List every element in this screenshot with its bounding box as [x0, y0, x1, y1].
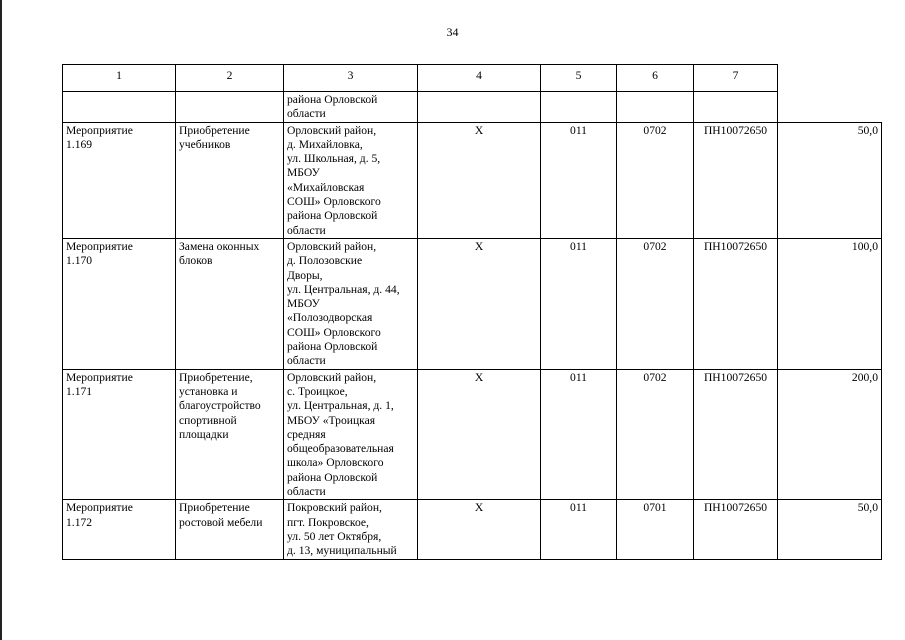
cell-address: района Орловской области	[284, 92, 418, 123]
cell-col4: 011	[541, 238, 617, 369]
header-col-2: 2	[176, 65, 284, 92]
continuation-row	[63, 92, 882, 123]
cell-col4	[541, 92, 617, 123]
cell-address: Орловский район, д. Полозовские Дворы, ул. Центральная, д. 44, МБОУ «Полозодворская СОШ» Орловского района Орловской области	[284, 238, 418, 369]
cell-col5: 0701	[617, 500, 694, 559]
cell-col3	[418, 92, 541, 123]
cell-event: Мероприятие 1.170	[63, 238, 176, 369]
cell-description: Приобретение учебников	[176, 122, 284, 238]
cell-col6: ПН10072650	[694, 500, 778, 559]
header-col-5: 5	[541, 65, 617, 92]
cell-col5	[617, 92, 694, 123]
cell-address: Орловский район, с. Троицкое, ул. Центральная, д. 1, МБОУ «Троицкая средняя общеобразовательная школа» Орловского района Орловской области	[284, 369, 418, 500]
cell-address: Покровский район, пгт. Покровское, ул. 50 лет Октября, д. 13, муниципальный	[284, 500, 418, 559]
header-col-6: 6	[617, 65, 694, 92]
cell-col4: 011	[541, 369, 617, 500]
cell-col5: 0702	[617, 238, 694, 369]
header-col-1: 1	[63, 65, 176, 92]
page-edge-rule	[0, 0, 2, 640]
cell-col3: Х	[418, 122, 541, 238]
cell-col3: Х	[418, 500, 541, 559]
cell-col6: ПН10072650	[694, 238, 778, 369]
cell-col5: 0702	[617, 369, 694, 500]
header-row	[63, 65, 882, 92]
page-number: 34	[446, 25, 459, 39]
cell-col4: 011	[541, 500, 617, 559]
table-row	[63, 238, 882, 369]
cell-amount: 100,0	[778, 238, 882, 369]
cell-event: Мероприятие 1.169	[63, 122, 176, 238]
table-row	[63, 500, 882, 559]
cell-description: Приобретение ростовой мебели	[176, 500, 284, 559]
cell-amount: 50,0	[778, 122, 882, 238]
cell-col5: 0702	[617, 122, 694, 238]
header-col-3: 3	[284, 65, 418, 92]
cell-address: Орловский район, д. Михайловка, ул. Школьная, д. 5, МБОУ «Михайловская СОШ» Орловского района Орловской области	[284, 122, 418, 238]
cell-description	[176, 92, 284, 123]
cell-description: Замена оконных блоков	[176, 238, 284, 369]
cell-event: Мероприятие 1.172	[63, 500, 176, 559]
cell-col4: 011	[541, 122, 617, 238]
cell-col6: ПН10072650	[694, 122, 778, 238]
header-col-7: 7	[694, 65, 778, 92]
cell-col3: Х	[418, 238, 541, 369]
cell-event	[63, 92, 176, 123]
activities-table	[62, 64, 882, 560]
cell-amount	[694, 92, 778, 123]
cell-col6: ПН10072650	[694, 369, 778, 500]
table-row	[63, 122, 882, 238]
cell-amount: 50,0	[778, 500, 882, 559]
cell-col3: Х	[418, 369, 541, 500]
header-col-4: 4	[418, 65, 541, 92]
cell-amount: 200,0	[778, 369, 882, 500]
table-row	[63, 369, 882, 500]
cell-event: Мероприятие 1.171	[63, 369, 176, 500]
cell-description: Приобретение, установка и благоустройство спортивной площадки	[176, 369, 284, 500]
